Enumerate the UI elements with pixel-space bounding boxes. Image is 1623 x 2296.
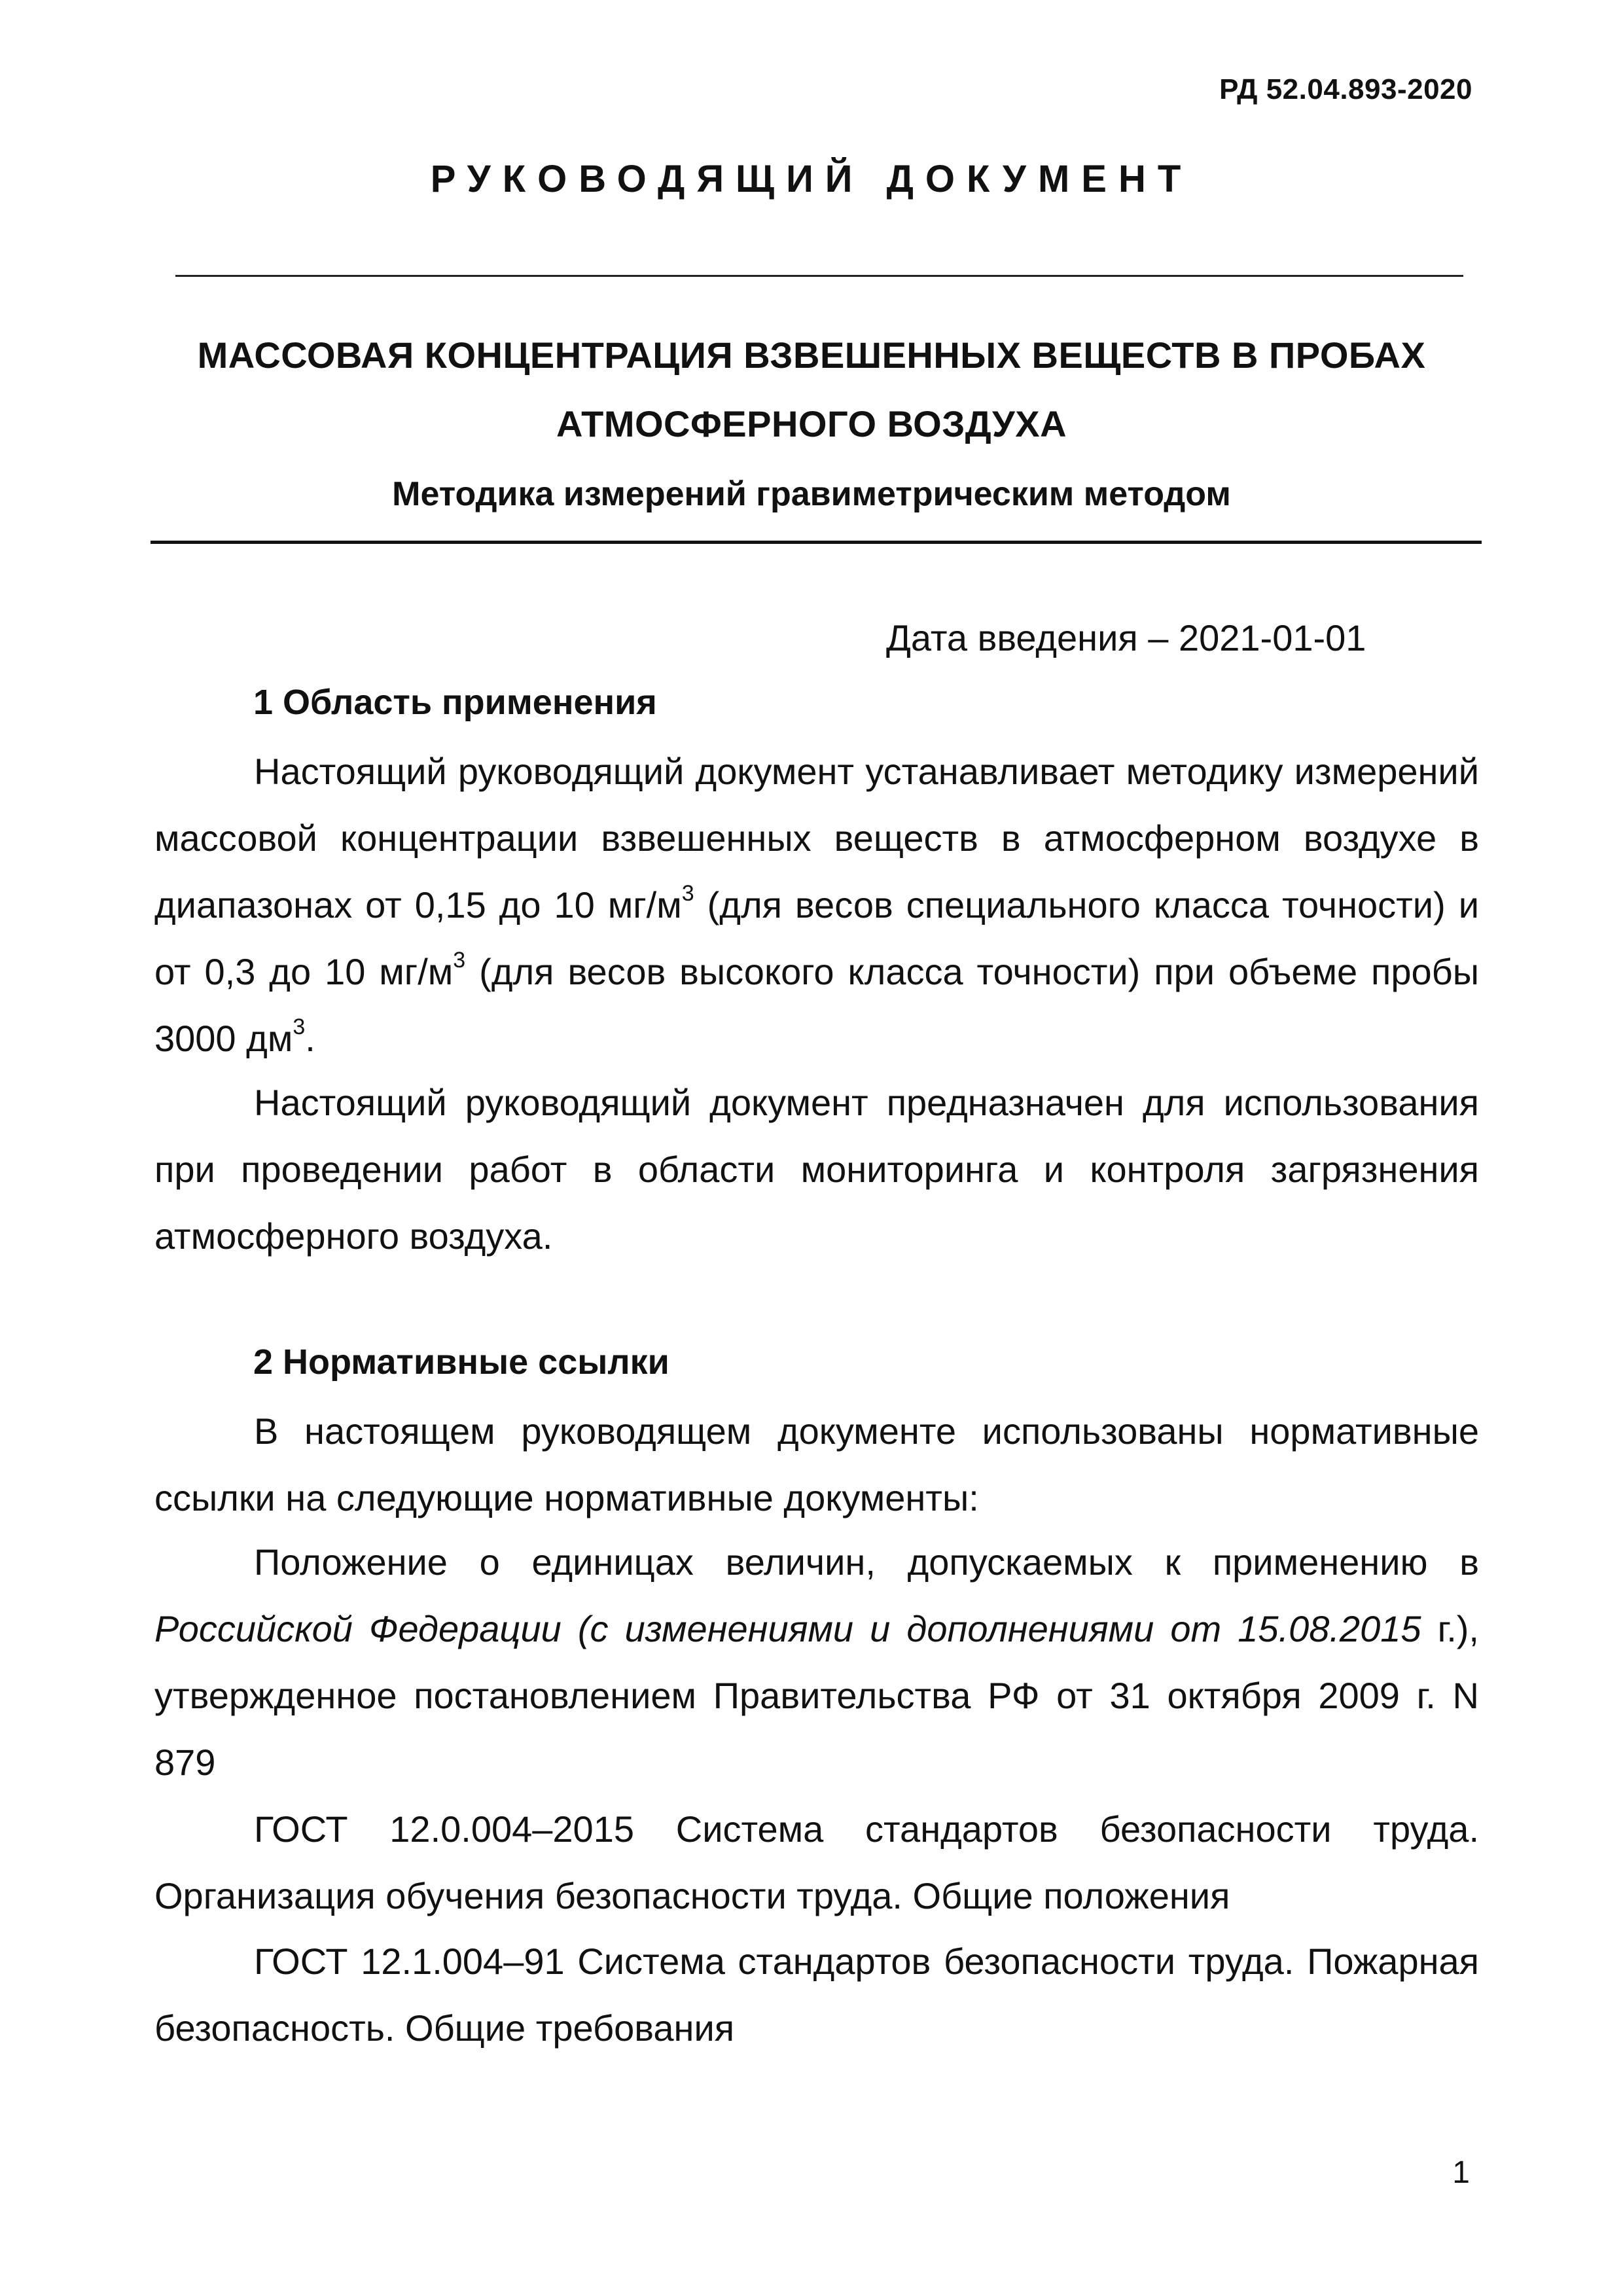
document-kind-heading: РУКОВОДЯЩИЙ ДОКУМЕНТ bbox=[430, 158, 1193, 200]
section-2-paragraph-3: ГОСТ 12.0.004–2015 Система стандартов безопасности труда. Организация обучения безопасности труда. Общие положения bbox=[154, 1808, 1479, 1916]
title-divider bbox=[151, 541, 1482, 544]
document-code: РД 52.04.893-2020 bbox=[1219, 73, 1472, 105]
section-1-paragraph-1: Настоящий руководящий документ устанавливает методику измерений массовой концентрации взвешенных веществ в атмосферном воздухе в диапазонах от 0,15 до 10 $мг/м^3$ (для весов специального класса точности) и от 0,3 до 10 $мг/м^3$ (для весов высокого класса точности) при объеме пробы 3000 $дм^3$. bbox=[154, 751, 1479, 1059]
section-2-paragraph-1: В настоящем руководящем документе использованы нормативные ссылки на следующие нормативные документы: bbox=[154, 1410, 1479, 1518]
section-1-heading: 1 Область применения bbox=[253, 683, 657, 722]
introduction-date: Дата введения – 2021-01-01 bbox=[886, 617, 1366, 658]
top-divider bbox=[175, 275, 1463, 277]
section-1-paragraph-2: Настоящий руководящий документ предназначен для использования при проведении работ в области мониторинга и контроля загрязнения атмосферного воздуха. bbox=[154, 1082, 1479, 1257]
section-2-paragraph-4: ГОСТ 12.1.004–91 Система стандартов безопасности труда. Пожарная безопасность. Общие требования bbox=[154, 1941, 1479, 2049]
document-subtitle: Методика измерений гравиметрическим методом bbox=[392, 475, 1231, 513]
section-2-heading: 2 Нормативные ссылки bbox=[253, 1342, 669, 1382]
page-number: 1 bbox=[1452, 2155, 1470, 2190]
document-title-line2: АТМОСФЕРНОГО ВОЗДУХА bbox=[556, 403, 1067, 444]
section-2-paragraph-2: Положение о единицах величин, допускаемых к применению в Российской Федерации (с изменениями и дополнениями от 15.08.2015 г.), утвержденное постановлением Правительства РФ от 31 октября 2009 г. N 879 bbox=[154, 1541, 1479, 1783]
document-title-line1: МАССОВАЯ КОНЦЕНТРАЦИЯ ВЗВЕШЕННЫХ ВЕЩЕСТВ В ПРОБАХ bbox=[197, 334, 1426, 376]
